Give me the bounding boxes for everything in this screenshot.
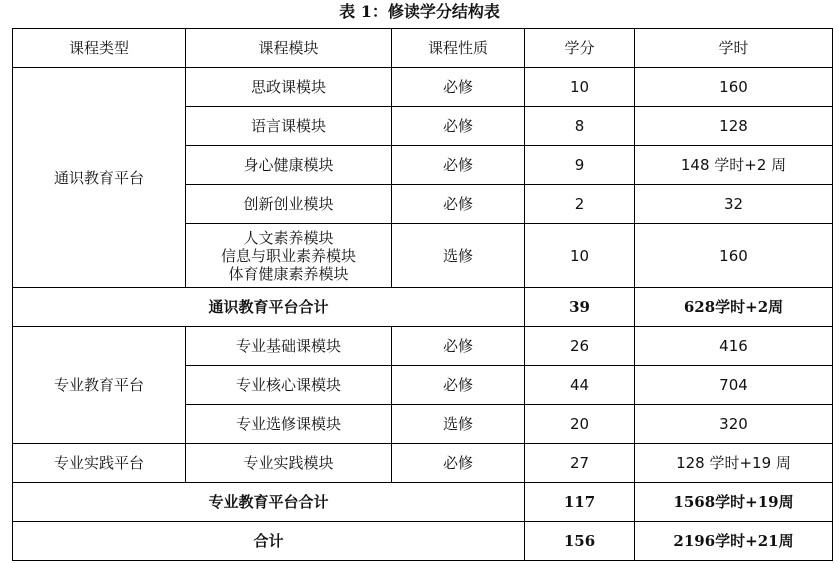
hours-cell: 160 xyxy=(635,68,833,107)
module-cell: 思政课模块 xyxy=(186,68,392,107)
nature-cell: 必修 xyxy=(392,185,525,224)
credits-cell: 27 xyxy=(525,444,635,483)
header-course-nature: 课程性质 xyxy=(392,29,525,68)
subtotal-row-general xyxy=(13,288,833,327)
hours-cell: 704 xyxy=(635,366,833,405)
hours-cell: 128 学时+19 周 xyxy=(635,444,833,483)
total-hours: 2196学时+21周 xyxy=(635,522,833,561)
nature-cell: 选修 xyxy=(392,405,525,444)
nature-cell: 必修 xyxy=(392,366,525,405)
subtotal-label: 专业教育平台合计 xyxy=(13,483,525,522)
credit-structure-table xyxy=(12,28,833,561)
nature-cell: 必修 xyxy=(392,68,525,107)
subtotal-label: 通识教育平台合计 xyxy=(13,288,525,327)
header-credits: 学分 xyxy=(525,29,635,68)
total-credits: 156 xyxy=(525,522,635,561)
module-cell-multi xyxy=(186,224,392,288)
credits-cell: 44 xyxy=(525,366,635,405)
nature-cell: 选修 xyxy=(392,224,525,288)
table-row xyxy=(13,444,833,483)
hours-cell: 128 xyxy=(635,107,833,146)
subtotal-hours: 628学时+2周 xyxy=(635,288,833,327)
hours-cell: 416 xyxy=(635,327,833,366)
table-row xyxy=(13,68,833,107)
header-course-type: 课程类型 xyxy=(13,29,186,68)
nature-cell: 必修 xyxy=(392,107,525,146)
module-line: 体育健康素养模块 xyxy=(228,264,349,283)
subtotal-credits: 39 xyxy=(525,288,635,327)
nature-cell: 必修 xyxy=(392,444,525,483)
platform-cell-practice: 专业实践平台 xyxy=(13,444,186,483)
header-hours: 学时 xyxy=(635,29,833,68)
total-row xyxy=(13,522,833,561)
nature-cell: 必修 xyxy=(392,146,525,185)
table-caption: 表 1：修读学分结构表 xyxy=(339,2,500,21)
credits-cell: 26 xyxy=(525,327,635,366)
module-cell: 专业实践模块 xyxy=(186,444,392,483)
module-cell: 语言课模块 xyxy=(186,107,392,146)
nature-cell: 必修 xyxy=(392,327,525,366)
credits-cell: 20 xyxy=(525,405,635,444)
hours-cell: 32 xyxy=(635,185,833,224)
module-cell: 身心健康模块 xyxy=(186,146,392,185)
module-cell: 专业基础课模块 xyxy=(186,327,392,366)
subtotal-row-professional xyxy=(13,483,833,522)
module-line: 人文素养模块 xyxy=(243,228,334,247)
table-row xyxy=(13,327,833,366)
credits-cell: 2 xyxy=(525,185,635,224)
credits-cell: 9 xyxy=(525,146,635,185)
hours-cell: 320 xyxy=(635,405,833,444)
module-cell: 专业核心课模块 xyxy=(186,366,392,405)
hours-cell: 148 学时+2 周 xyxy=(635,146,833,185)
subtotal-credits: 117 xyxy=(525,483,635,522)
module-line: 信息与职业素养模块 xyxy=(220,246,356,265)
subtotal-hours: 1568学时+19周 xyxy=(635,483,833,522)
header-row xyxy=(13,29,833,68)
credits-cell: 8 xyxy=(525,107,635,146)
credits-cell: 10 xyxy=(525,224,635,288)
module-cell: 专业选修课模块 xyxy=(186,405,392,444)
hours-cell: 160 xyxy=(635,224,833,288)
module-cell: 创新创业模块 xyxy=(186,185,392,224)
total-label: 合计 xyxy=(13,522,525,561)
header-course-module: 课程模块 xyxy=(186,29,392,68)
platform-cell-professional: 专业教育平台 xyxy=(13,327,186,444)
credits-cell: 10 xyxy=(525,68,635,107)
platform-cell-general: 通识教育平台 xyxy=(13,68,186,288)
